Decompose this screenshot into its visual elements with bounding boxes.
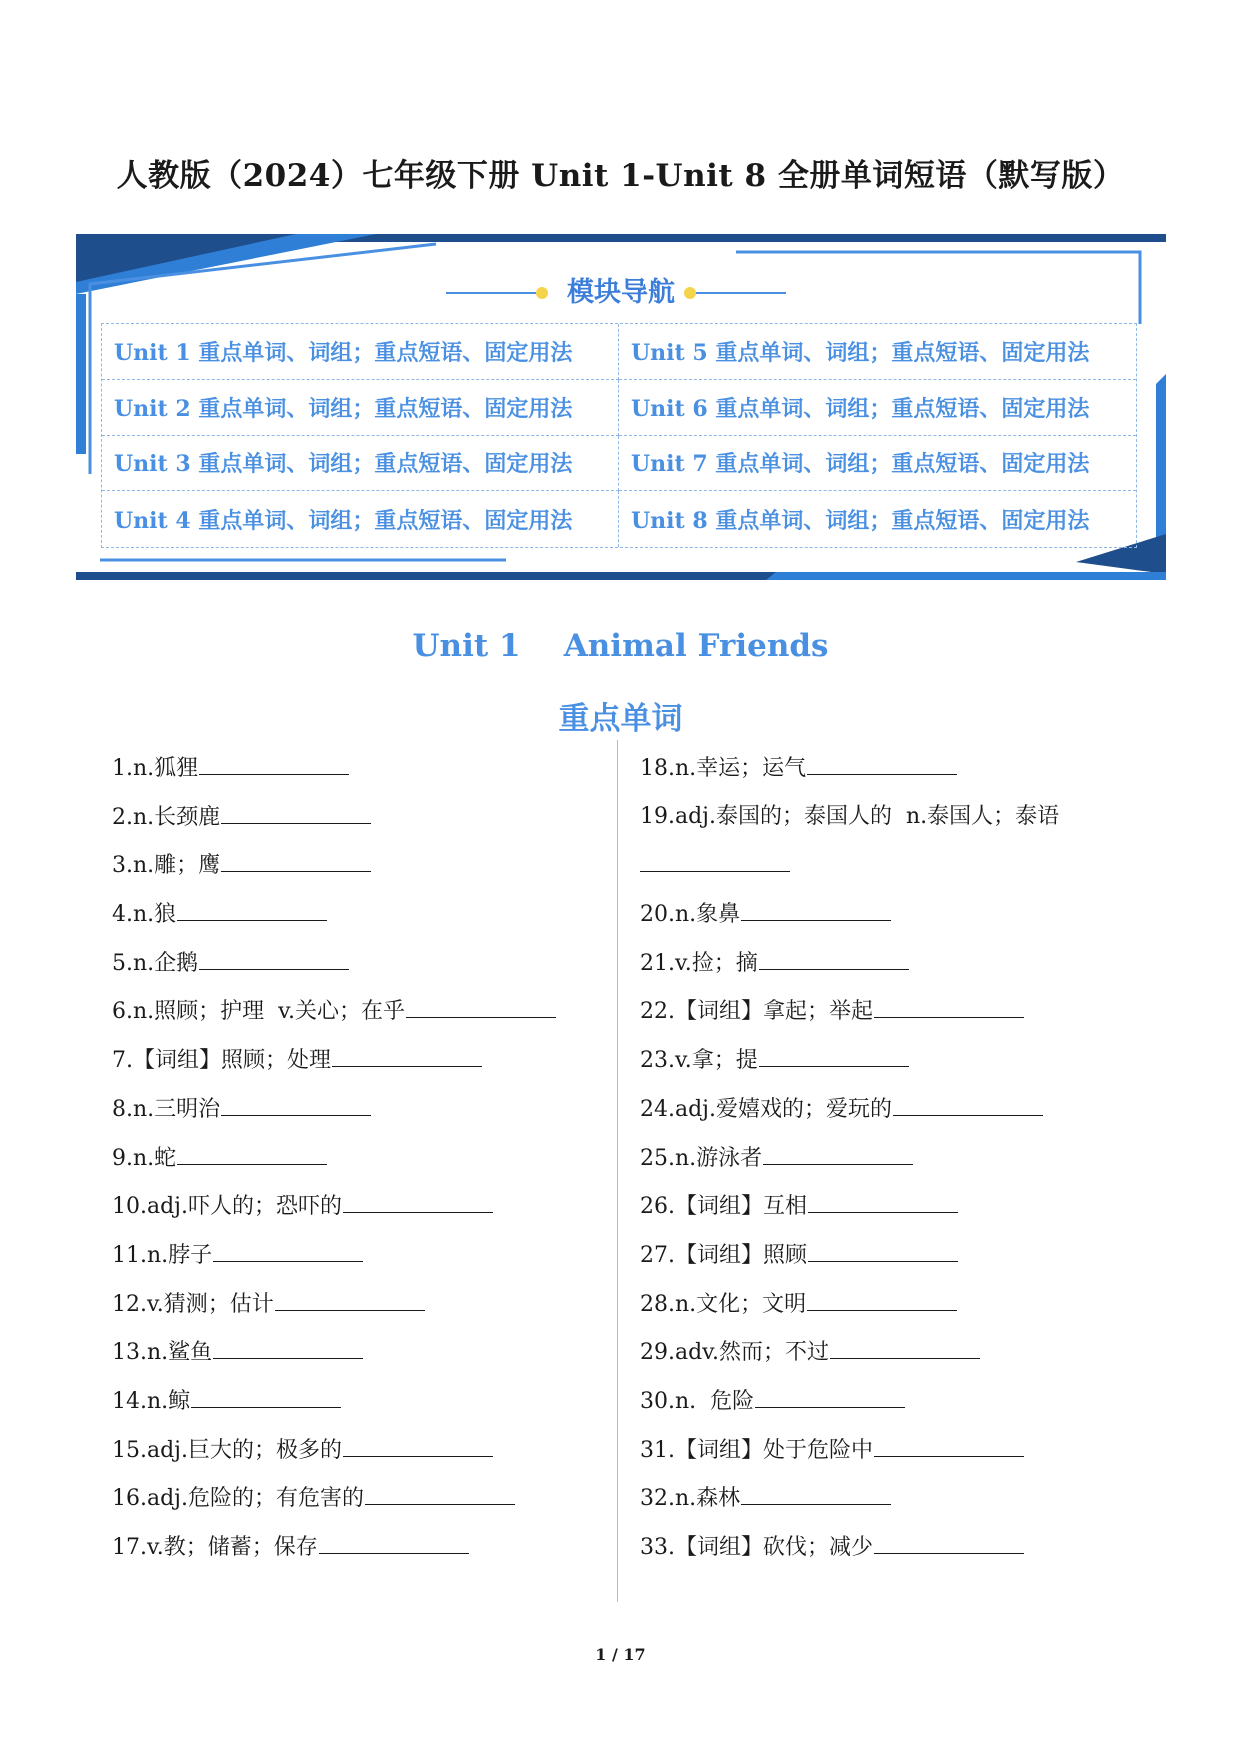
answer-blank[interactable] xyxy=(199,945,349,970)
vocab-item xyxy=(640,1140,1140,1189)
vocab-item xyxy=(112,1480,607,1529)
vocab-item xyxy=(640,1237,1140,1286)
vocab-prompt: 7.【词组】照顾；处理 xyxy=(112,1048,331,1074)
vocab-prompt: 20.n.象鼻 xyxy=(640,902,741,928)
nav-link-unit-4[interactable]: Unit 4 重点单词、词组；重点短语、固定用法 xyxy=(102,491,619,547)
vocab-item xyxy=(112,896,607,945)
vocab-prompt: 15.adj.巨大的；极多的 xyxy=(112,1437,343,1463)
answer-blank[interactable] xyxy=(759,1042,909,1067)
vocab-item xyxy=(112,847,607,896)
vocab-prompt: 9.n.蛇 xyxy=(112,1145,177,1171)
vocab-item xyxy=(112,993,607,1042)
navigation-grid xyxy=(101,323,1137,548)
vocab-prompt: 26.【词组】互相 xyxy=(640,1194,807,1220)
vocab-prompt: 31.【词组】处于危险中 xyxy=(640,1437,873,1463)
vocab-prompt: 28.n.文化；文明 xyxy=(640,1291,807,1317)
vocab-prompt: 16.adj.危险的；有危害的 xyxy=(112,1486,365,1512)
vocab-prompt: 32.n.森林 xyxy=(640,1486,741,1512)
answer-blank[interactable] xyxy=(365,1480,515,1505)
answer-blank[interactable] xyxy=(874,1432,1024,1457)
vocab-item xyxy=(112,1091,607,1140)
vocab-item xyxy=(112,750,607,799)
vocab-item xyxy=(640,1042,1140,1091)
module-navigation xyxy=(76,234,1166,582)
vocab-prompt: 1.n.狐狸 xyxy=(112,756,199,781)
vocab-prompt: 22.【词组】拿起；举起 xyxy=(640,999,873,1025)
nav-link-unit-3[interactable]: Unit 3 重点单词、词组；重点短语、固定用法 xyxy=(102,436,619,492)
vocab-item xyxy=(640,1334,1140,1383)
vocab-item xyxy=(112,1334,607,1383)
vocab-prompt: 6.n.照顾；护理 v.关心；在乎 xyxy=(112,999,405,1025)
answer-blank[interactable] xyxy=(830,1334,980,1359)
vocab-item xyxy=(640,1529,1140,1578)
vocab-column-right xyxy=(640,750,1140,1578)
vocab-item xyxy=(640,1091,1140,1140)
unit-title: Unit 1 Animal Friends xyxy=(412,628,829,664)
nav-link-unit-6[interactable]: Unit 6 重点单词、词组；重点短语、固定用法 xyxy=(619,380,1136,436)
vocab-prompt: 12.v.猜测；估计 xyxy=(112,1291,274,1317)
vocab-item xyxy=(640,1480,1140,1529)
vocab-item xyxy=(112,1286,607,1335)
nav-link-unit-1[interactable]: Unit 1 重点单词、词组；重点短语、固定用法 xyxy=(102,324,619,380)
section-title: 重点单词 xyxy=(558,701,683,737)
answer-blank[interactable] xyxy=(808,1188,958,1213)
answer-blank[interactable] xyxy=(893,1091,1043,1116)
vocab-item xyxy=(640,1188,1140,1237)
nav-link-unit-8[interactable]: Unit 8 重点单词、词组；重点短语、固定用法 xyxy=(631,507,1090,534)
vocab-prompt: 27.【词组】照顾 xyxy=(640,1242,807,1268)
vocab-prompt: 25.n.游泳者 xyxy=(640,1145,763,1171)
vocab-item xyxy=(640,945,1140,994)
vocab-item xyxy=(112,1042,607,1091)
answer-blank[interactable] xyxy=(759,945,909,970)
vocab-prompt: 30.n. 危险 xyxy=(640,1388,755,1414)
answer-blank[interactable] xyxy=(755,1383,905,1408)
vocab-item xyxy=(640,750,1140,799)
vocab-prompt: 29.adv.然而；不过 xyxy=(640,1340,829,1366)
answer-blank[interactable] xyxy=(332,1042,482,1067)
answer-blank[interactable] xyxy=(807,750,957,775)
vocab-item xyxy=(112,1432,607,1481)
vocab-item xyxy=(112,1383,607,1432)
answer-blank[interactable] xyxy=(213,1334,363,1359)
answer-blank[interactable] xyxy=(406,993,556,1018)
vocab-item xyxy=(112,799,607,848)
vocab-item xyxy=(640,799,1140,848)
vocab-prompt: 14.n.鲸 xyxy=(112,1388,191,1414)
answer-blank[interactable] xyxy=(275,1286,425,1311)
answer-blank[interactable] xyxy=(343,1432,493,1457)
vocab-prompt: 23.v.拿；提 xyxy=(640,1048,758,1074)
vocab-prompt: 11.n.脖子 xyxy=(112,1242,213,1268)
answer-blank[interactable] xyxy=(741,896,891,921)
vocab-item xyxy=(640,1432,1140,1481)
vocab-item xyxy=(640,993,1140,1042)
answer-blank[interactable] xyxy=(741,1480,891,1505)
vocab-item xyxy=(112,945,607,994)
answer-blank[interactable] xyxy=(177,896,327,921)
vocab-item xyxy=(640,1286,1140,1335)
vocab-prompt: 21.v.捡；摘 xyxy=(640,950,758,976)
vocab-item xyxy=(640,847,1140,896)
vocab-prompt: 13.n.鲨鱼 xyxy=(112,1340,213,1366)
vocab-prompt: 4.n.狼 xyxy=(112,902,177,928)
vocab-item xyxy=(112,1237,607,1286)
answer-blank[interactable] xyxy=(874,1529,1024,1554)
answer-blank[interactable] xyxy=(199,750,349,775)
vocab-prompt: 10.adj.吓人的；恐吓的 xyxy=(112,1194,343,1220)
vocab-prompt: 5.n.企鹅 xyxy=(112,950,199,976)
vocab-item xyxy=(640,1383,1140,1432)
answer-blank[interactable] xyxy=(763,1140,913,1165)
nav-link-unit-2[interactable]: Unit 2 重点单词、词组；重点短语、固定用法 xyxy=(102,380,619,436)
vocab-item xyxy=(640,896,1140,945)
vocab-prompt: 33.【词组】砍伐；减少 xyxy=(640,1535,873,1560)
navigation-title: 模块导航 xyxy=(567,277,675,308)
vocab-prompt: 2.n.长颈鹿 xyxy=(112,804,221,830)
answer-blank[interactable] xyxy=(343,1188,493,1213)
vocab-prompt: 19.adj.泰国的；泰国人的 n.泰国人；泰语 xyxy=(640,803,1060,829)
nav-link-unit-5[interactable]: Unit 5 重点单词、词组；重点短语、固定用法 xyxy=(619,324,1136,380)
answer-blank[interactable] xyxy=(213,1237,363,1262)
nav-link-unit-7[interactable]: Unit 7 重点单词、词组；重点短语、固定用法 xyxy=(619,436,1136,492)
answer-blank[interactable] xyxy=(191,1383,341,1408)
vocab-prompt: 24.adj.爱嬉戏的；爱玩的 xyxy=(640,1096,893,1122)
vocab-prompt: 8.n.三明治 xyxy=(112,1096,221,1122)
answer-blank[interactable] xyxy=(874,993,1024,1018)
answer-blank[interactable] xyxy=(221,847,371,872)
vocab-prompt: 18.n.幸运；运气 xyxy=(640,756,807,781)
answer-blank[interactable] xyxy=(221,799,371,824)
answer-blank[interactable] xyxy=(640,847,790,872)
vocab-prompt: 3.n.雕；鹰 xyxy=(112,853,221,879)
answer-blank[interactable] xyxy=(319,1529,469,1554)
column-divider xyxy=(617,740,618,1602)
vocab-item xyxy=(112,1529,607,1578)
vocab-item xyxy=(112,1140,607,1189)
answer-blank[interactable] xyxy=(807,1286,957,1311)
answer-blank[interactable] xyxy=(221,1091,371,1116)
vocab-item xyxy=(112,1188,607,1237)
answer-blank[interactable] xyxy=(177,1140,327,1165)
vocab-prompt: 17.v.教；储蓄；保存 xyxy=(112,1535,318,1560)
vocab-column-left xyxy=(112,750,607,1578)
page-number: 1 / 17 xyxy=(595,1645,646,1664)
answer-blank[interactable] xyxy=(808,1237,958,1262)
document-title: 人教版（2024）七年级下册 Unit 1-Unit 8 全册单词短语（默写版） xyxy=(116,158,1125,194)
